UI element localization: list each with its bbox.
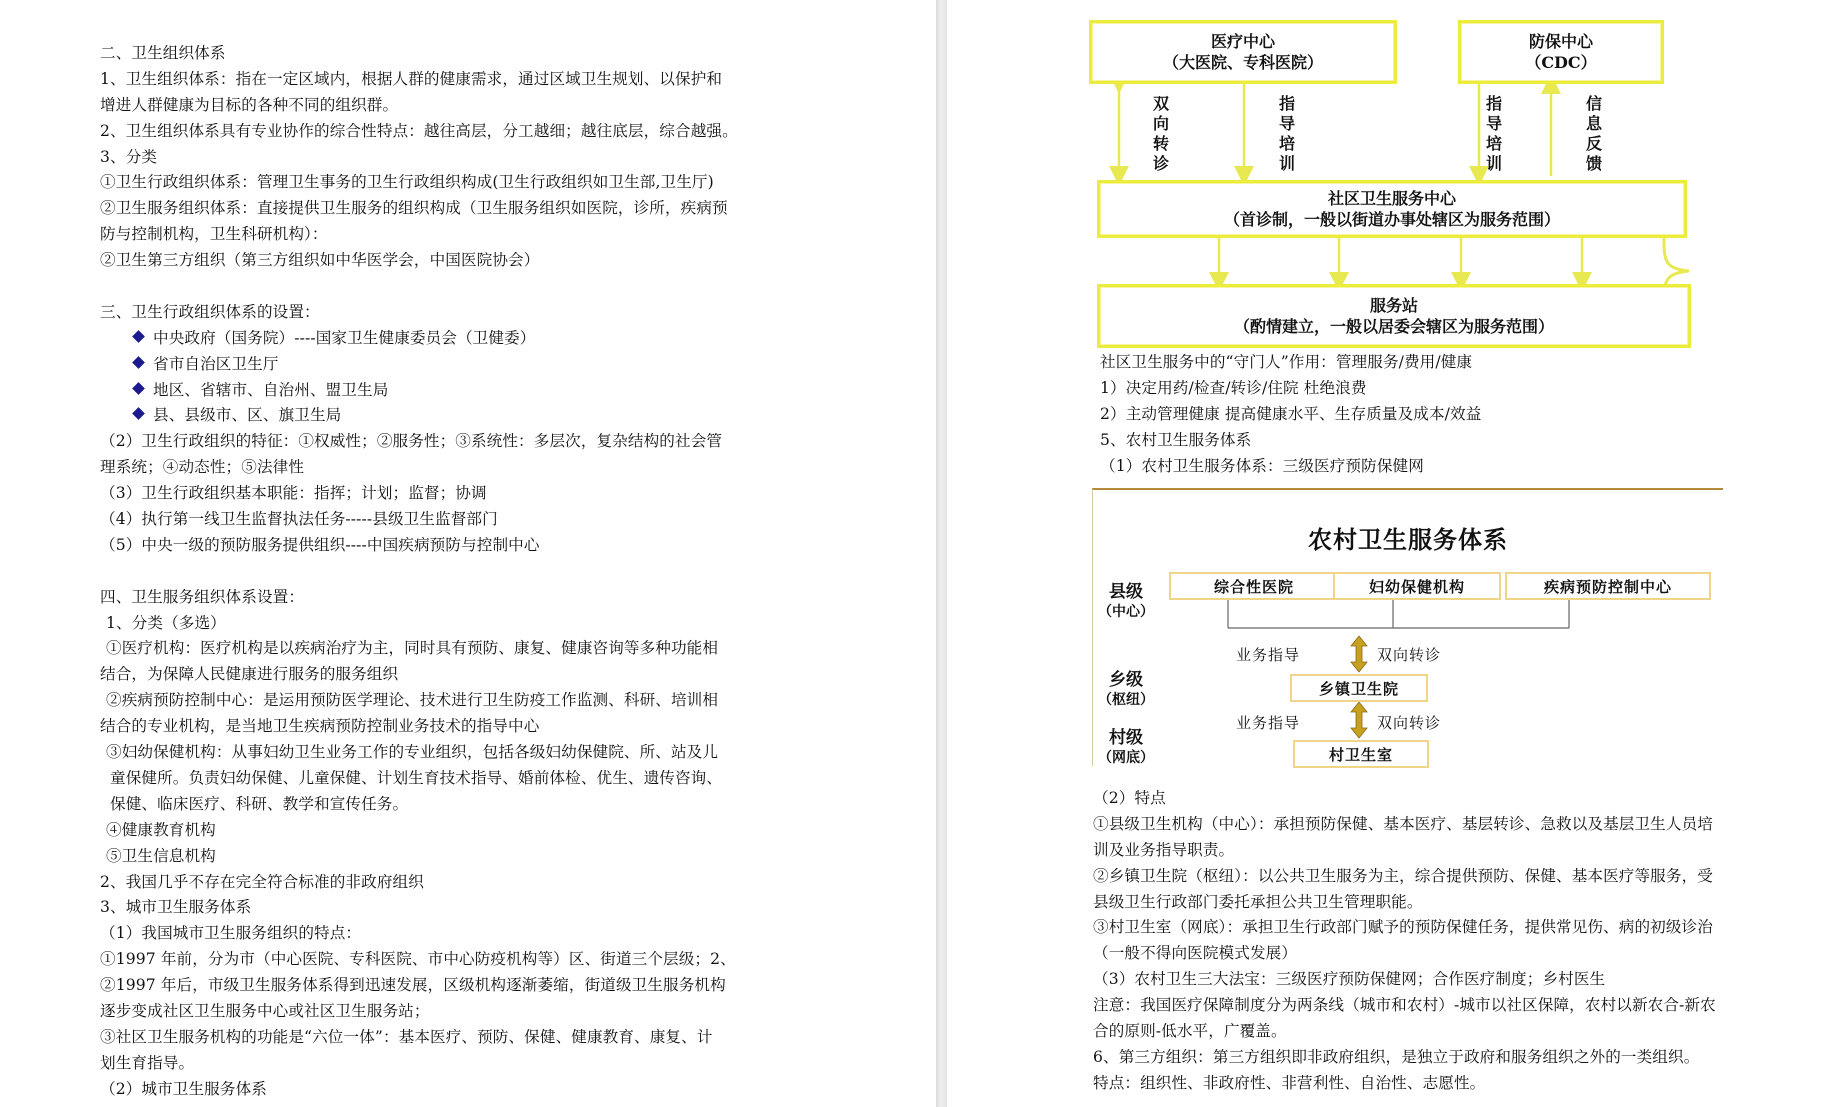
right-text-block-lower [1093,786,1821,1097]
left-text-line [100,326,920,352]
label-guide-train-left: 指导培训 [1278,94,1295,173]
cdc-subtitle: （CDC） [1525,53,1597,72]
mch-institution-box: 妇幼保健机构 [1333,572,1501,600]
community-center-title: 社区卫生服务中心 [1327,189,1456,208]
left-text-line: 划生育指导。 [100,1053,195,1072]
left-text-line [100,403,920,429]
village-clinic-box: 村卫生室 [1293,740,1429,768]
right-text-line: （一般不得向医院模式发展） [1093,944,1298,963]
left-text-line: 逐步变成社区卫生服务中心或社区卫生服务站； [100,1001,430,1020]
right-text-line: 县级卫生行政部门委托承担公共卫生管理职能。 [1093,892,1423,911]
bullet-text: 中央政府（国务院）----国家卫生健康委员会（卫健委） [153,328,536,347]
right-text-line: 合的原则-低水平，广覆盖。 [1093,1022,1287,1041]
left-text-line [100,352,920,378]
right-text-line: 2）主动管理健康 提高健康水平、生存质量及成本/效益 [1100,404,1482,423]
right-text-line: 1）决定用药/检查/转诊/住院 杜绝浪费 [1100,378,1367,397]
level-county-name: 县级 [1109,582,1143,602]
urban-health-service-diagram [1089,14,1709,350]
left-text-line: 结合，为保障人民健康进行服务的服务组织 [100,665,399,684]
left-text-line: 童保健所。负责妇幼保健、儿童保健、计划生育技术指导、婚前体检、优生、遗传咨询、 [110,768,723,787]
left-text-line: 二、卫生组织体系 [100,44,226,62]
level-township-name: 乡级 [1109,670,1143,690]
right-text-line: 6、第三方组织：第三方组织即非政府组织，是独立于政府和服务组织之外的一类组织。 [1093,1047,1700,1066]
right-text-line: 社区卫生服务中的“守门人”作用：管理服务/费用/健康 [1100,353,1473,371]
general-hospital-box: 综合性医院 [1169,572,1339,600]
diamond-bullet-icon [132,382,145,395]
business-guidance-label-1: 业务指导 [1236,646,1301,664]
service-station-title: 服务站 [1369,296,1418,315]
right-text-line: ①县级卫生机构（中心）：承担预防保健、基本医疗、基层转诊、急救以及基层卫生人员培 [1093,814,1713,833]
community-health-center-box [1097,180,1687,238]
two-way-referral-label-2: 双向转诊 [1377,714,1442,732]
right-text-line: 注意：我国医疗保障制度分为两条线（城市和农村）-城市以社区保障，农村以新农合-新农 [1093,996,1716,1015]
cdc-box [1458,20,1664,84]
right-text-line: 特点：组织性、非政府性、非营利性、自治性、志愿性。 [1093,1073,1486,1092]
right-text-line: ②乡镇卫生院（枢纽）：以公共卫生服务为主，综合提供预防、保健、基本医疗等服务，受 [1093,866,1713,885]
right-text-line: 训及业务指导职责。 [1093,840,1235,859]
left-text-line: 2、卫生组织体系具有专业协作的综合性特点：越往高层，分工越细；越往底层，综合越强。 [100,121,738,140]
document-page-right [947,0,1824,1107]
left-text-line [100,559,920,585]
left-text-column [100,41,920,1103]
level-township-role: （枢纽） [1098,692,1154,708]
right-text-line: 5、农村卫生服务体系 [1100,430,1252,449]
right-text-block-upper [1100,350,1820,479]
left-text-line: 防与控制机构，卫生科研机构）： [100,225,328,244]
left-text-line: 1、分类（多选） [106,613,226,632]
left-text-line: （2）卫生行政组织的特征：①权威性；②服务性；③系统性：多层次，复杂结构的社会管 [100,432,723,451]
diamond-bullet-icon [132,330,145,343]
left-text-line: ②卫生第三方组织（第三方组织如中华医学会，中国医院协会） [100,251,540,270]
right-text-line: （1）农村卫生服务体系：三级医疗预防保健网 [1100,456,1424,475]
township-hospital-box: 乡镇卫生院 [1290,674,1428,702]
left-text-line: （5）中央一级的预防服务提供组织----中国疾病预防与控制中心 [100,535,540,554]
left-text-line: ②疾病预防控制中心：是运用预防医学理论、技术进行卫生防疫工作监测、科研、培训相 [106,691,719,710]
level-county-role: （中心） [1098,604,1154,620]
service-station-subtitle: （酌情建立，一般以居委会辖区为服务范围） [1233,317,1554,336]
left-text-line [100,274,920,300]
left-text-line: ④健康教育机构 [106,820,216,839]
left-text-line: ②卫生服务组织体系：直接提供卫生服务的组织构成（卫生服务组织如医院，诊所，疾病预 [100,199,728,218]
left-text-line: （1）我国城市卫生服务组织的特点： [100,924,362,943]
left-text-line: 2、我国几乎不存在完全符合标准的非政府组织 [100,872,424,891]
level-village-name: 村级 [1109,728,1143,748]
label-guide-train-right: 指导培训 [1485,94,1502,173]
two-way-referral-label-1: 双向转诊 [1377,646,1442,664]
medical-center-subtitle: （大医院、专科医院） [1162,53,1323,72]
left-text-line: ③妇幼保健机构：从事妇幼卫生业务工作的专业组织，包括各级妇幼保健院、所、站及儿 [106,743,719,762]
left-text-line: 保健、临床医疗、科研、教学和宣传任务。 [110,794,409,813]
right-text-line: （2）特点 [1093,789,1166,807]
cdc-title: 防保中心 [1528,32,1593,51]
medical-center-box [1089,20,1397,84]
right-text-line: ③村卫生室（网底）：承担卫生行政部门赋予的预防保健任务，提供常见伤、病的初级诊治 [1093,918,1713,937]
label-two-way-referral: 双向转诊 [1152,94,1169,173]
medical-center-title: 医疗中心 [1210,32,1275,51]
bullet-text: 县、县级市、区、旗卫生局 [153,406,342,425]
page-gap [936,0,947,1107]
business-guidance-label-2: 业务指导 [1236,714,1301,732]
rural-diagram-title: 农村卫生服务体系 [1308,525,1508,554]
diamond-bullet-icon [132,356,145,369]
left-text-line: ③社区卫生服务机构的功能是“六位一体”：基本医疗、预防、保健、健康教育、康复、计 [100,1027,713,1046]
left-text-line: 3、城市卫生服务体系 [100,898,252,917]
left-text-line [100,378,920,404]
bullet-text: 地区、省辖市、自治州、盟卫生局 [153,380,389,399]
left-text-line: ①医疗机构：医疗机构是以疾病治疗为主，同时具有预防、康复、健康咨询等多种功能相 [106,639,719,658]
diamond-bullet-icon [132,408,145,421]
left-text-line: （4）执行第一线卫生监督执法任务-----县级卫生监督部门 [100,510,498,529]
left-text-line: 增进人群健康为目标的各种不同的组织群。 [100,95,399,114]
left-text-line: 四、卫生服务组织体系设置： [100,587,305,606]
left-text-line: 1、卫生组织体系：指在一定区域内，根据人群的健康需求，通过区域卫生规划、以保护和 [100,69,723,88]
service-station-box [1097,284,1691,348]
left-text-line: 3、分类 [100,147,158,166]
left-text-line: ②1997 年后，市级卫生服务体系得到迅速发展，区级机构逐渐萎缩，街道级卫生服务机构 [100,976,726,995]
community-center-subtitle: （首诊制，一般以街道办事处辖区为服务范围） [1223,210,1560,229]
left-text-line: 结合的专业机构，是当地卫生疾病预防控制业务技术的指导中心 [100,717,540,736]
left-text-line: ①1997 年前，分为市（中心医院、专科医院、市中心防疫机构等）区、街道三个层级；2、 [100,950,736,969]
left-text-line: 理系统；④动态性；⑤法律性 [100,458,305,477]
left-text-line: 三、卫生行政组织体系的设置： [100,302,320,321]
left-text-line: （3）卫生行政组织基本职能：指挥；计划；监督；协调 [100,484,487,503]
left-text-line: ①卫生行政组织体系：管理卫生事务的卫生行政组织构成(卫生行政组织如卫生部,卫生厅) [100,173,714,192]
rural-health-service-diagram [1092,488,1723,766]
disease-control-center-box: 疾病预防控制中心 [1505,572,1711,600]
label-info-feedback: 信息反馈 [1585,94,1602,173]
bullet-text: 省市自治区卫生厅 [153,354,279,373]
left-text-line: ⑤卫生信息机构 [106,846,216,865]
right-text-line: （3）农村卫生三大法宝：三级医疗预防保健网；合作医疗制度；乡村医生 [1093,970,1606,989]
left-text-line: （2）城市卫生服务体系 [100,1079,267,1098]
level-village-role: （网底） [1098,750,1154,766]
